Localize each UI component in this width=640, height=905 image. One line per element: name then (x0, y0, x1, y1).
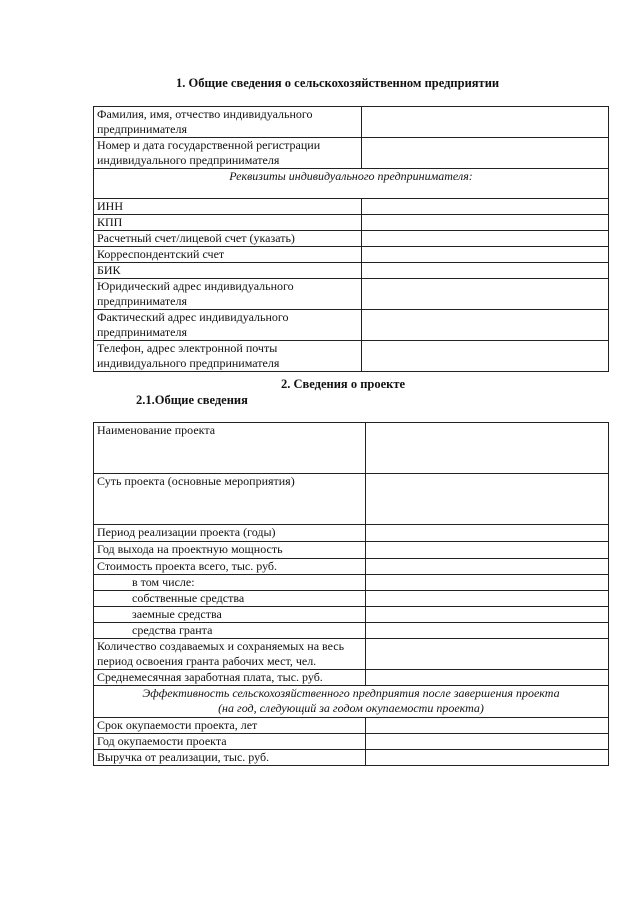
row-label: в том числе: (94, 575, 366, 591)
enterprise-info-table (93, 106, 609, 372)
row-label: заемные средства (94, 607, 366, 623)
value-field[interactable] (366, 607, 609, 623)
value-field[interactable] (362, 107, 609, 138)
efficiency-subheader (94, 686, 609, 718)
row-label: Фактический адрес индивидуального предпринимателя (94, 310, 362, 341)
value-field[interactable] (366, 750, 609, 766)
table-row (94, 247, 609, 263)
row-label: БИК (94, 263, 362, 279)
row-label: Телефон, адрес электронной почты индивидуального предпринимателя (94, 341, 362, 372)
table-row (94, 686, 609, 718)
value-field[interactable] (362, 215, 609, 231)
table-row (94, 215, 609, 231)
value-field[interactable] (362, 231, 609, 247)
value-field[interactable] (362, 263, 609, 279)
table-row (94, 231, 609, 247)
value-field[interactable] (366, 525, 609, 542)
table-row (94, 718, 609, 734)
row-label: Период реализации проекта (годы) (94, 525, 366, 542)
table-row (94, 670, 609, 686)
table-row (94, 138, 609, 169)
value-field[interactable] (362, 341, 609, 372)
table-row (94, 199, 609, 215)
value-field[interactable] (366, 718, 609, 734)
table-row (94, 559, 609, 575)
row-label: Юридический адрес индивидуального предпринимателя (94, 279, 362, 310)
value-field[interactable] (366, 542, 609, 559)
value-field[interactable] (366, 591, 609, 607)
table-row (94, 607, 609, 623)
value-field[interactable] (366, 623, 609, 639)
efficiency-subheader-line-1: Эффективность сельскохозяйственного предприятия после завершения проекта (142, 686, 560, 700)
section-2-1-subheading: 2.1.Общие сведения (136, 393, 248, 407)
value-field[interactable] (366, 639, 609, 670)
requisites-subheader: Реквизиты индивидуального предпринимателя: (94, 169, 609, 199)
row-label: Среднемесячная заработная плата, тыс. руб. (94, 670, 366, 686)
table-row (94, 263, 609, 279)
table-row (94, 341, 609, 372)
table-row (94, 542, 609, 559)
section-1-heading: 1. Общие сведения о сельскохозяйственном предприятии (176, 76, 500, 90)
table-row (94, 525, 609, 542)
table-row (94, 423, 609, 474)
row-label: Год выхода на проектную мощность (94, 542, 366, 559)
value-field[interactable] (366, 474, 609, 525)
value-field[interactable] (366, 559, 609, 575)
efficiency-subheader-line-2: (на год, следующий за годом окупаемости проекта) (218, 701, 484, 715)
row-label: Выручка от реализации, тыс. руб. (94, 750, 366, 766)
table-row (94, 750, 609, 766)
project-info-table (93, 422, 609, 766)
section-2-heading: 2. Сведения о проекте (281, 377, 406, 391)
value-field[interactable] (362, 310, 609, 341)
row-label: Номер и дата государственной регистрации индивидуального предпринимателя (94, 138, 362, 169)
row-label: Фамилия, имя, отчество индивидуального предпринимателя (94, 107, 362, 138)
row-label: Стоимость проекта всего, тыс. руб. (94, 559, 366, 575)
table-row (94, 734, 609, 750)
table-row (94, 474, 609, 525)
value-field[interactable] (362, 279, 609, 310)
value-field[interactable] (362, 138, 609, 169)
row-label: Наименование проекта (94, 423, 366, 474)
value-field[interactable] (366, 423, 609, 474)
row-label: Год окупаемости проекта (94, 734, 366, 750)
value-field[interactable] (366, 575, 609, 591)
value-field[interactable] (366, 734, 609, 750)
table-row (94, 107, 609, 138)
row-label: Корреспондентский счет (94, 247, 362, 263)
row-label: Количество создаваемых и сохраняемых на весь период освоения гранта рабочих мест, чел. (94, 639, 366, 670)
value-field[interactable] (366, 670, 609, 686)
value-field[interactable] (362, 247, 609, 263)
row-label: средства гранта (94, 623, 366, 639)
value-field[interactable] (362, 199, 609, 215)
table-row (94, 575, 609, 591)
table-row (94, 591, 609, 607)
row-label: Расчетный счет/лицевой счет (указать) (94, 231, 362, 247)
row-label: ИНН (94, 199, 362, 215)
table-row (94, 279, 609, 310)
table-row (94, 623, 609, 639)
row-label: КПП (94, 215, 362, 231)
row-label: Срок окупаемости проекта, лет (94, 718, 366, 734)
row-label: Суть проекта (основные мероприятия) (94, 474, 366, 525)
table-row (94, 310, 609, 341)
table-row (94, 639, 609, 670)
table-row (94, 169, 609, 199)
row-label: собственные средства (94, 591, 366, 607)
